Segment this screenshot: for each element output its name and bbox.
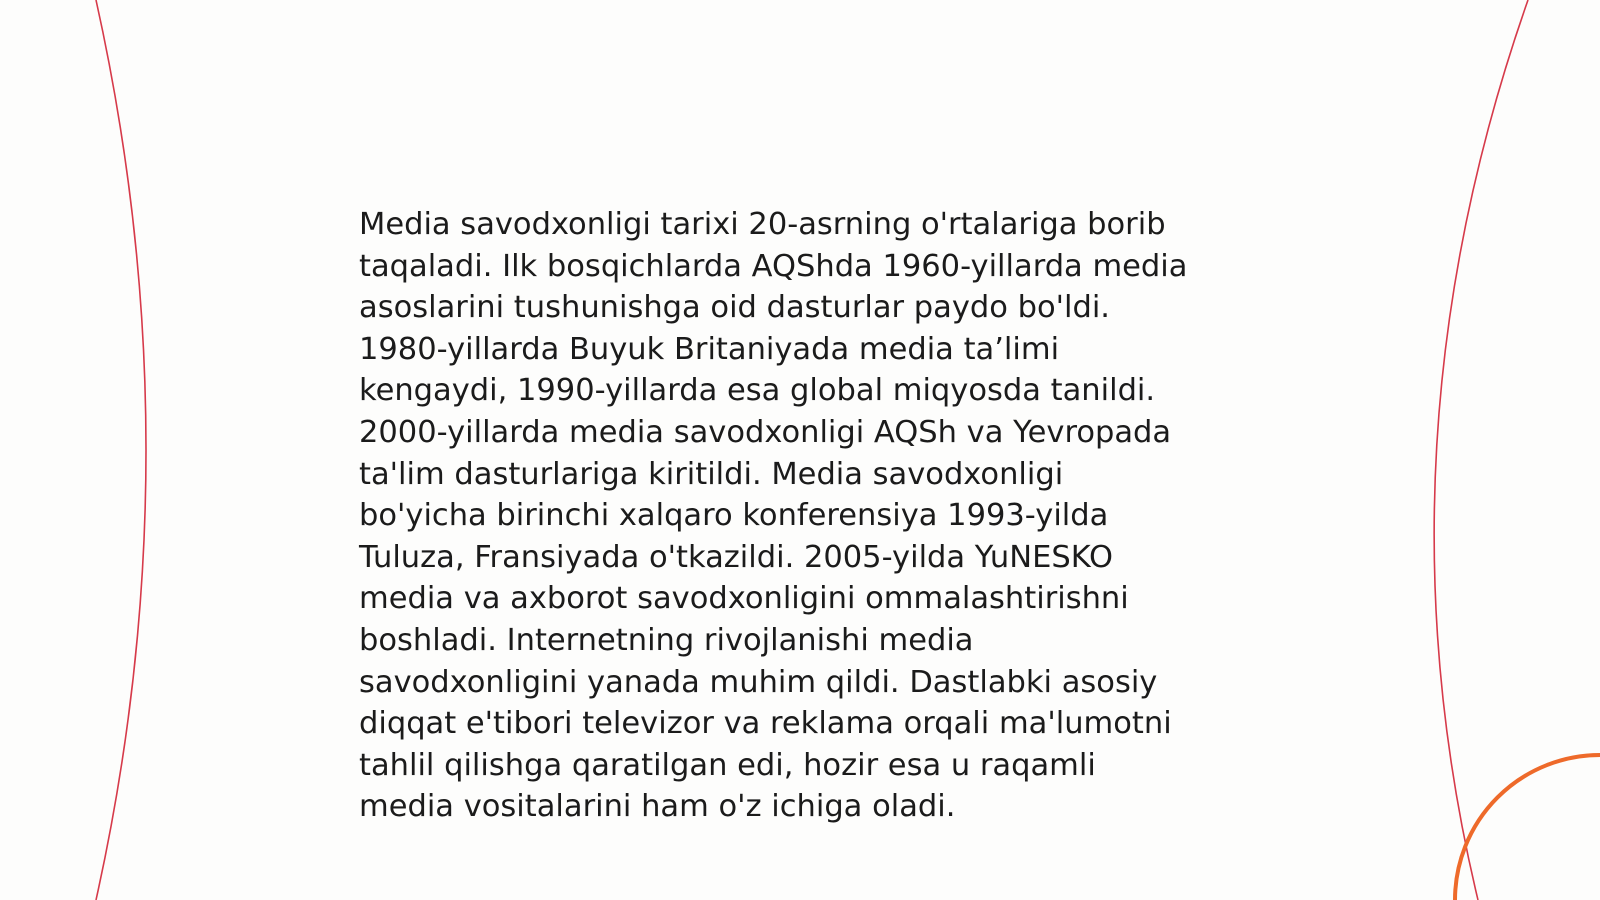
body-text-line: bo'yicha birinchi xalqaro konferensiya 1993-yilda	[359, 498, 1109, 534]
body-text-line: Media savodxonligi tarixi 20-asrning o'rtalariga borib	[359, 207, 1166, 242]
body-text-line: asoslarini tushunishga oid dasturlar paydo bo'ldi.	[359, 290, 1111, 326]
slide-body-text	[359, 204, 1259, 828]
body-text-line: Tuluza, Fransiyada o'tkazildi. 2005-yilda YuNESKO	[359, 539, 1114, 575]
body-text-line: taqaladi. Ilk bosqichlarda AQShda 1960-yillarda media	[359, 248, 1188, 284]
body-text-line: media vositalarini ham o'z ichiga oladi.	[359, 789, 956, 825]
body-text-line: boshladi. Internetning rivojlanishi media	[359, 622, 974, 658]
body-text-line: kengaydi, 1990-yillarda esa global miqyosda tanildi.	[359, 373, 1156, 409]
body-text-line: ta'lim dasturlariga kiritildi. Media savodxonligi	[359, 456, 1064, 492]
right-arc-line	[1434, 0, 1528, 900]
body-text-line: 1980-yillarda Buyuk Britaniyada media ta’limi	[359, 331, 1060, 367]
body-text-line: 2000-yillarda media savodxonligi AQSh va Yevropada	[359, 414, 1172, 450]
left-arc-line	[96, 0, 146, 900]
body-text-line: tahlil qilishga qaratilgan edi, hozir esa u raqamli	[359, 747, 1096, 783]
body-text-line: media va axborot savodxonligini ommalashtirishni	[359, 581, 1129, 617]
body-text-line: savodxonligini yanada muhim qildi. Dastlabki asosiy	[359, 664, 1158, 700]
body-text-line: diqqat e'tibori televizor va reklama orqali ma'lumotni	[359, 706, 1172, 742]
orange-circle-outline	[1455, 755, 1600, 900]
